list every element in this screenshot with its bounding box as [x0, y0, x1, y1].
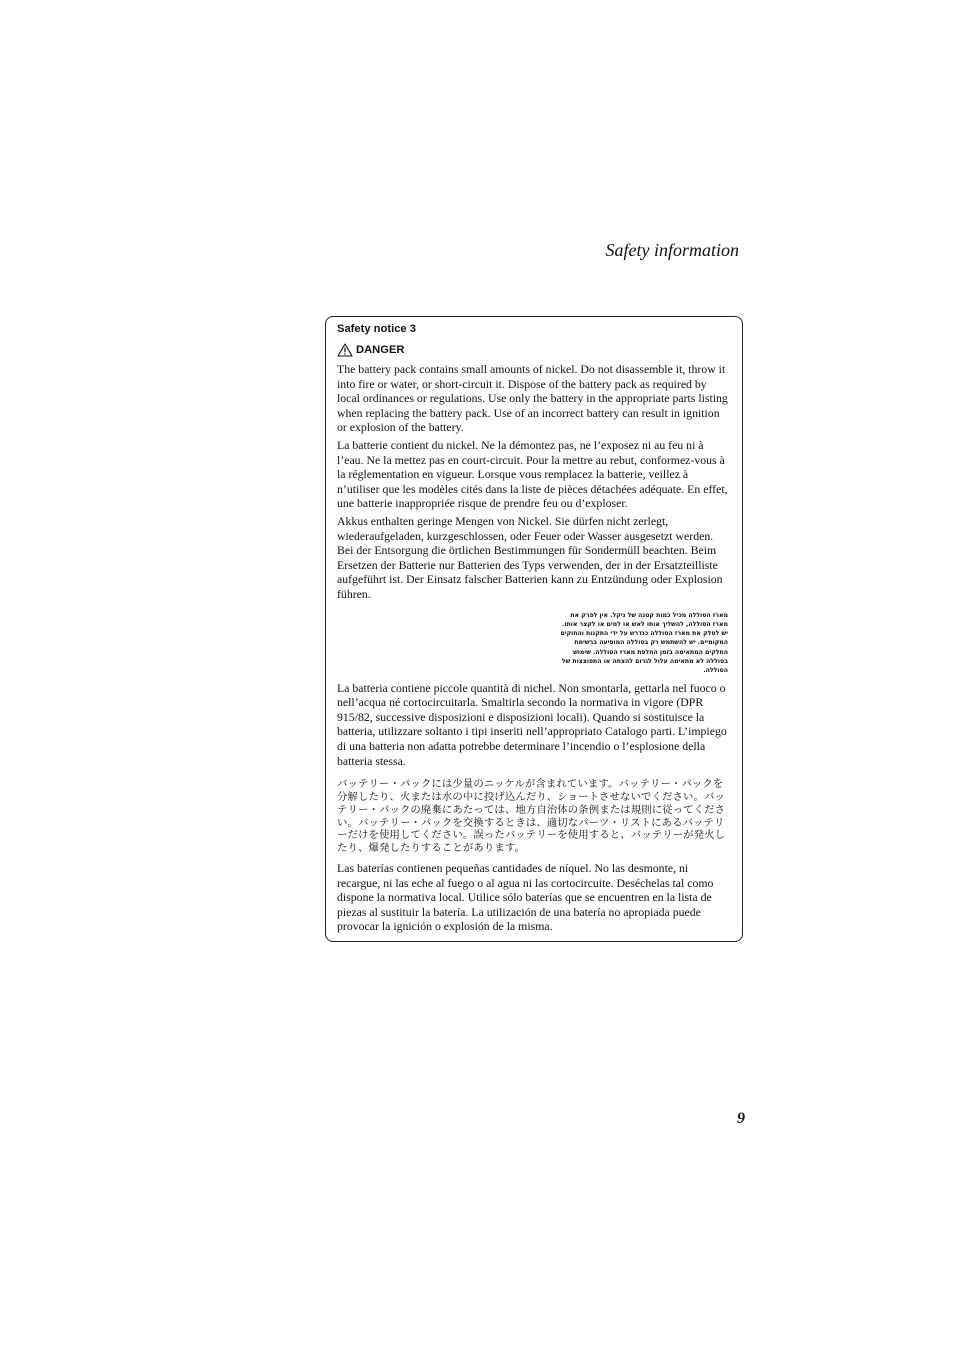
- paragraph-italian: La batteria contiene piccole quantità di nichel. Non smontarla, gettarla nel fuoco o nell’acqua né cortocircuitarla. Smaltirla secondo la normativa in vigore (DPR 915/82, successive disposizioni e disposizioni locali). Quando si sostituisce la batteria, utilizzare soltanto i tipi inseriti nell’appropriato Catalogo parti. L’impiego di una batteria non adatta potrebbe determinare l’incendio o l’esplosione della batteria stessa.: [337, 680, 727, 768]
- running-head-title: Safety information: [605, 240, 739, 260]
- paragraph-japanese: バッテリー・パックには少量のニッケルが含まれています。バッテリー・パックを分解したり、火または水の中に投げ込んだり、ショートさせないでください。バッテリー・パックの廃棄にあたっては、地方自治体の条例または規則に従ってください。バッテリー・パックを交換するときは、適切なパーツ・リストにあるバッテリーだけを使用してください。誤ったバッテリーを使用すると、バッテリーが発火したり、爆発したりすることがあります。: [337, 778, 726, 855]
- paragraph-german: Akkus enthalten geringe Mengen von Nickel. Sie dürfen nicht zerlegt, wiederaufgeladen, kurzgeschlossen, oder Feuer oder Wasser ausgesetzt werden. Bei der Entsorgung die örtlichen Bestimmungen für Sondermüll beachten. Beim Ersetzen der Batterie nur Batterien des Typs verwenden, der in der Ersatzteilliste aufgeführt ist. Der Einsatz falscher Batterien kann zu Entzündung oder Explosion führen.: [337, 513, 723, 601]
- danger-label: DANGER: [356, 344, 405, 356]
- paragraph-english: The battery pack contains small amounts of nickel. Do not disassemble it, throw it into fire or water, or short-circuit it. Dispose of the battery pack as required by local ordinances or regulations. Use only the battery in the appropriate parts listing when replacing the battery pack. Use of an incorrect battery can result in ignition or explosion of the battery.: [337, 362, 728, 435]
- paragraph-spanish: Las baterías contienen pequeñas cantidades de níquel. No las desmonte, ni recargue, ni las eche al fuego o al agua ni las cortocircuite. Deséchelas tal como dispone la normativa local. Utilice sólo baterías que se encuentren en la lista de piezas al sustituir la batería. La utilización de una batería no apropiada puede provocar la ignición o explosión de la misma.: [337, 860, 714, 934]
- warning-triangle-icon: [337, 343, 353, 357]
- safety-notice-box: [325, 316, 743, 942]
- page-number: 9: [737, 1110, 745, 1127]
- danger-heading: [337, 342, 732, 358]
- paragraph-hebrew: מארז הסוללה מכיל כמות קטנה של ניקל. אין לפרק את מארז הסוללה, להשליך אותו לאש או למים או לקצר אותו. יש לסלק את מארז הסוללה כנדרש על ידי התקנות והחוקים המקומיים. יש להשתמש רק בסוללה המופיעה ברשימת החלקים המתאימה בזמן החלפת מארז הסוללה. שימוש בסוללה לא מתאימה עלול לגרום להצתה או התפוצצות של הסוללה.: [560, 611, 728, 675]
- notice-title: Safety notice 3: [337, 323, 416, 335]
- paragraph-french: La batterie contient du nickel. Ne la démontez pas, ne l’exposez ni au feu ni à l’eau. Ne la mettez pas en court-circuit. Pour la mettre au rebut, conformez-vous à la réglementation en vigueur. Lorsque vous remplacez la batterie, veillez à n’utiliser que les modèles cités dans la liste de pièces détachées adéquate. En effet, une batterie inappropriée risque de prendre feu ou d’exploser.: [337, 437, 728, 511]
